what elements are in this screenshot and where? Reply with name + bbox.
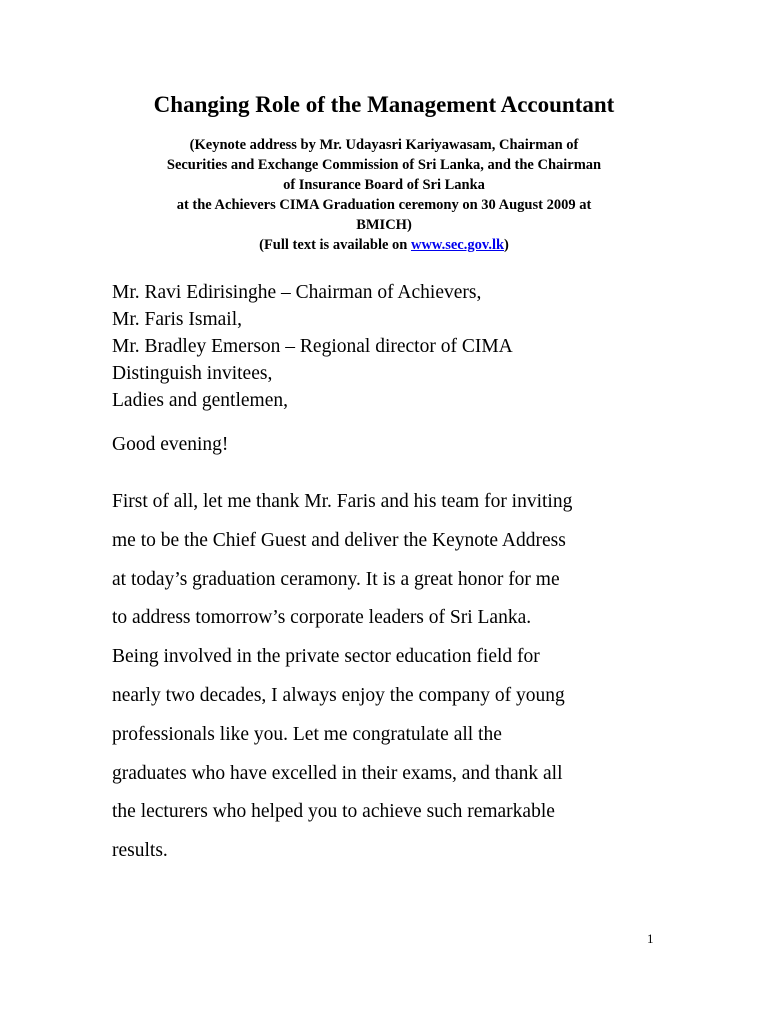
salutation-line: Mr. Bradley Emerson – Regional director of CIMA [112,336,513,357]
paragraph-line: graduates who have excelled in their exams, and thank all [112,762,563,784]
paragraph-line: First of all, let me thank Mr. Faris and his team for inviting [112,491,573,512]
salutations-block [112,279,513,414]
salutation-line: Distinguish invitees, [112,363,273,384]
paragraph-line: to address tomorrow’s corporate leaders of Sri Lanka. [112,607,532,629]
subtitle-line: of Insurance Board of Sri Lanka [283,177,485,193]
salutation-line: Mr. Ravi Edirisinghe – Chairman of Achievers, [112,282,482,303]
salutation-line: Mr. Faris Ismail, [112,309,242,330]
subtitle-line: BMICH) [356,217,412,233]
fulltext-prefix: (Full text is available on [259,237,411,253]
keynote-subtitle [100,135,668,255]
paragraph-line: professionals like you. Let me congratulate all the [112,723,502,745]
sec-website-link[interactable]: www.sec.gov.lk [410,237,505,253]
salutation-line: Ladies and gentlemen, [112,390,288,411]
paragraph-line: the lecturers who helped you to achieve such remarkable [112,801,555,823]
subtitle-line: (Keynote address by Mr. Udayasri Kariyawasam, Chairman of [189,137,579,153]
paragraph-line: Being involved in the private sector education field for [112,646,540,668]
subtitle-line: at the Achievers CIMA Graduation ceremony on 30 August 2009 at [176,197,592,213]
page-number: 1 [647,931,654,946]
greeting: Good evening! [112,434,229,455]
paragraph-line: me to be the Chief Guest and deliver the Keynote Address [112,529,566,551]
paragraph-line: results. [112,840,168,862]
opening-paragraph [112,483,572,871]
fulltext-line [100,235,668,255]
subtitle-line: Securities and Exchange Commission of Sri Lanka, and the Chairman [166,157,602,173]
paragraph-line: nearly two decades, I always enjoy the company of young [112,684,565,706]
document-title: Changing Role of the Management Accountant [153,92,615,117]
paragraph-line: at today’s graduation ceramony. It is a great honor for me [112,568,560,590]
fulltext-suffix: ) [504,237,509,253]
